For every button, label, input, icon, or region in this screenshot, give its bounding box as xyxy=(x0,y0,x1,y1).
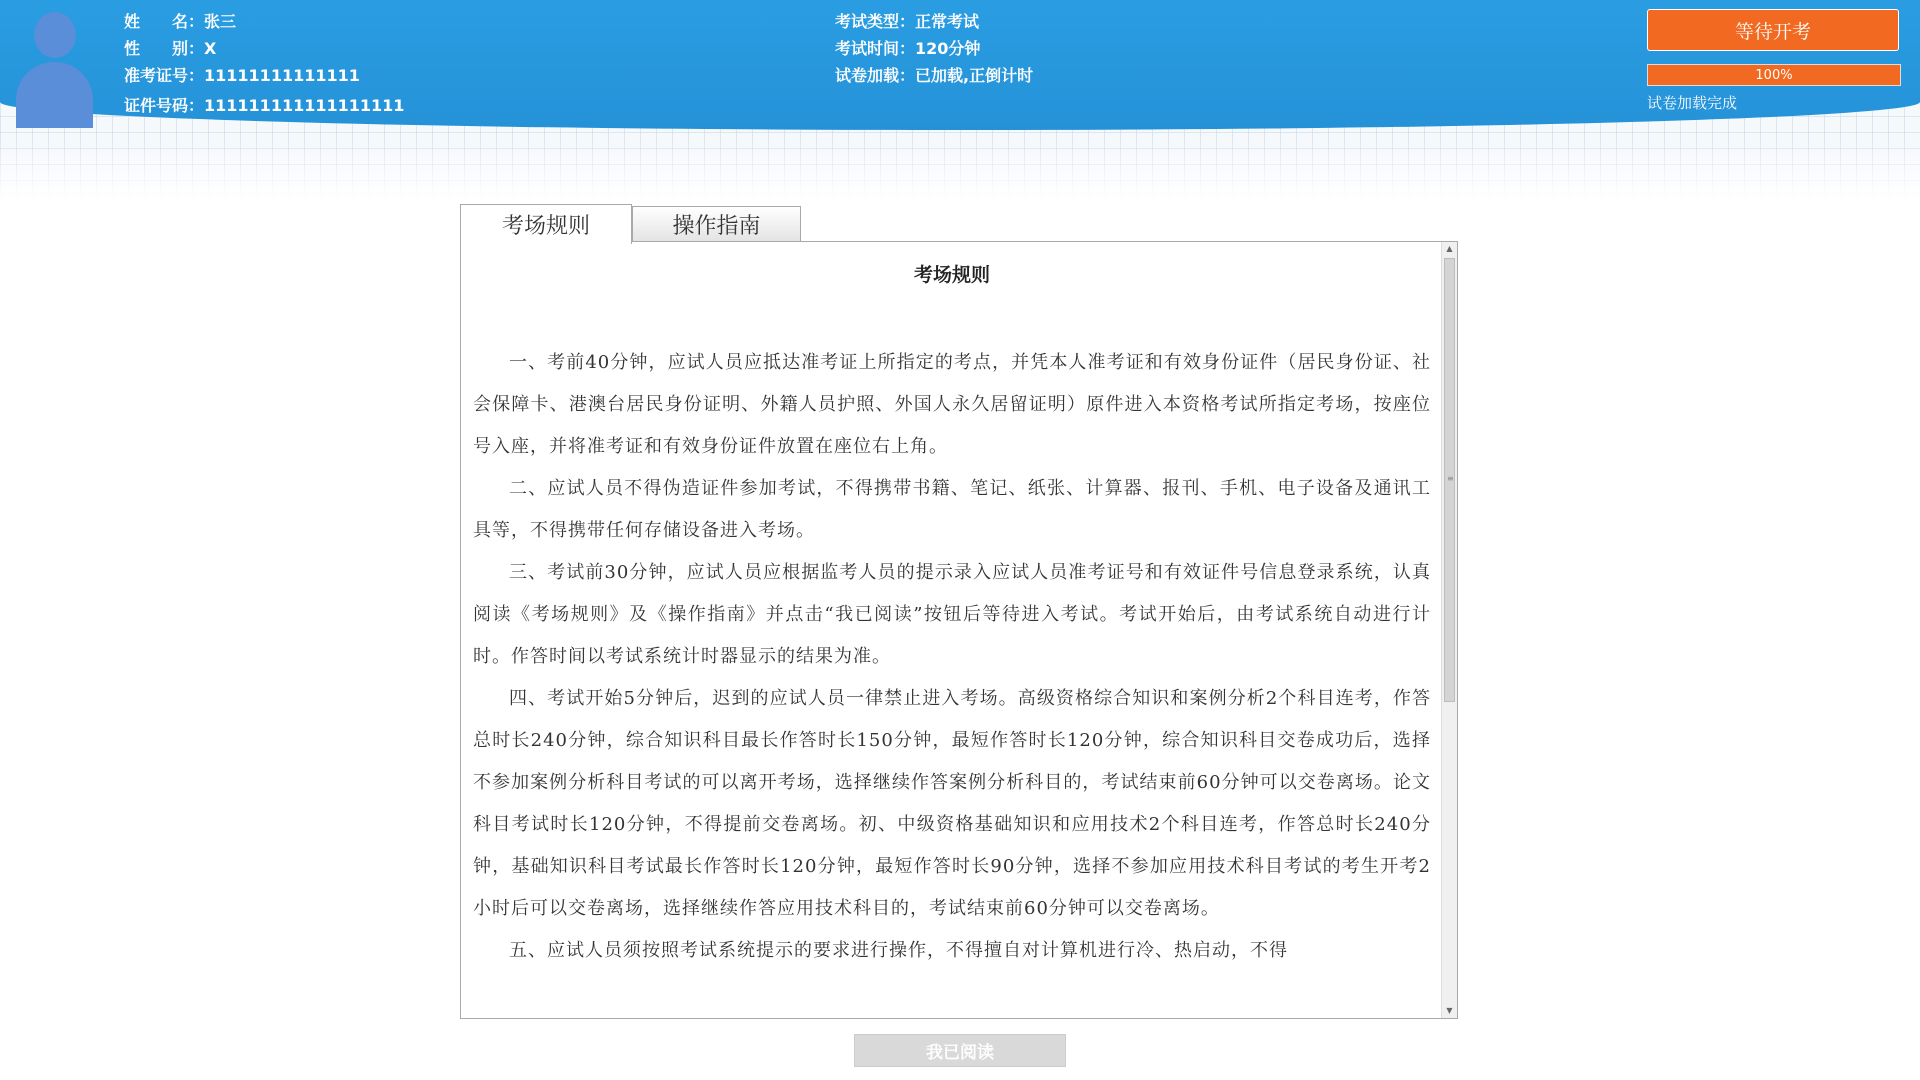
exam-type-row xyxy=(835,9,979,32)
rule-paragraph: 四、考试开始5分钟后，迟到的应试人员一律禁止进入考场。高级资格综合知识和案例分析2个科目连考，作答总时长240分钟，综合知识科目最长作答时长150分钟，最短作答时长120分钟，综合知识科目交卷成功后，选择不参加案例分析科目考试的可以离开考场，选择继续作答案例分析科目的，考试结束前60分钟可以交卷离场。论文科目考试时长120分钟，不得提前交卷离场。初、中级资格基础知识和应用技术2个科目连考，作答总时长240分钟，基础知识科目考试最长作答时长120分钟，最短作答时长90分钟，选择不参加应用技术科目考试的考生开考2小时后可以交卷离场，选择继续作答应用技术科目的，考试结束前60分钟可以交卷离场。 xyxy=(473,688,1431,919)
rule-paragraph: 二、应试人员不得伪造证件参加考试，不得携带书籍、笔记、纸张、计算器、报刊、手机、电子设备及通讯工具等，不得携带任何存储设备进入考场。 xyxy=(473,478,1431,541)
rule-paragraph: 一、考前40分钟，应试人员应抵达准考证上所指定的考点，并凭本人准考证和有效身份证件（居民身份证、社会保障卡、港澳台居民身份证明、外籍人员护照、外国人永久居留证明）原件进入本资格考试所指定考场，按座位号入座，并将准考证和有效身份证件放置在座位右上角。 xyxy=(473,352,1431,457)
scroll-up-arrow-icon[interactable]: ▲ xyxy=(1446,244,1453,253)
exam-type-label: 考试类型： xyxy=(835,12,916,31)
exam-load-row xyxy=(835,63,1033,86)
rule-paragraph: 三、考试前30分钟，应试人员应根据监考人员的提示录入应试人员准考证号和有效证件号信息登录系统，认真阅读《考场规则》及《操作指南》并点击“我已阅读”按钮后等待进入考试。考试开始后，由考试系统自动进行计时。作答时间以考试系统计时器显示的结果为准。 xyxy=(473,562,1431,667)
exam-load: 已加载,正倒计时 xyxy=(915,66,1034,85)
exam-load-label: 试卷加载： xyxy=(835,66,916,85)
candidate-gender-row xyxy=(124,36,216,59)
avatar xyxy=(16,10,93,128)
exam-time-row xyxy=(835,36,980,59)
candidate-name-row xyxy=(124,9,236,32)
load-progress-text: 100% xyxy=(1755,67,1793,83)
avatar-body-icon xyxy=(16,62,93,128)
candidate-name-label: 姓 名： xyxy=(124,12,205,31)
exam-time: 120分钟 xyxy=(915,39,981,58)
document-title: 考场规则 xyxy=(913,264,990,286)
candidate-ticket-row xyxy=(124,63,360,86)
exam-time-label: 考试时间： xyxy=(835,39,916,58)
vertical-scrollbar[interactable] xyxy=(1441,242,1457,1018)
tab-operation-guide[interactable]: 操作指南 xyxy=(632,206,801,242)
candidate-name: 张三 xyxy=(204,12,237,31)
have-read-button[interactable]: 我已阅读 xyxy=(854,1034,1066,1067)
tab-exam-rules[interactable]: 考场规则 xyxy=(460,204,632,244)
candidate-id-label: 证件号码： xyxy=(124,96,205,115)
candidate-gender-label: 性 别： xyxy=(124,39,205,58)
candidate-id-no: 111111111111111111 xyxy=(204,96,405,115)
rules-content xyxy=(473,242,1431,972)
exam-type: 正常考试 xyxy=(915,12,980,31)
avatar-head-icon xyxy=(34,12,76,58)
rules-panel xyxy=(460,241,1458,1019)
rule-paragraph: 五、应试人员须按照考试系统提示的要求进行操作，不得擅自对计算机进行冷、热启动，不得 xyxy=(509,940,1288,961)
scroll-down-arrow-icon[interactable]: ▼ xyxy=(1446,1006,1453,1015)
load-progress-bar xyxy=(1647,64,1901,86)
load-status-text: 试卷加载完成 xyxy=(1647,94,1738,112)
candidate-ticket-no: 11111111111111 xyxy=(204,66,360,85)
scroll-grip-icon: ≡ xyxy=(1447,474,1454,483)
scroll-thumb[interactable] xyxy=(1444,258,1455,702)
wait-start-button[interactable]: 等待开考 xyxy=(1647,9,1899,51)
candidate-ticket-label: 准考证号： xyxy=(124,66,205,85)
candidate-gender: X xyxy=(204,39,217,58)
candidate-id-row xyxy=(124,93,404,116)
